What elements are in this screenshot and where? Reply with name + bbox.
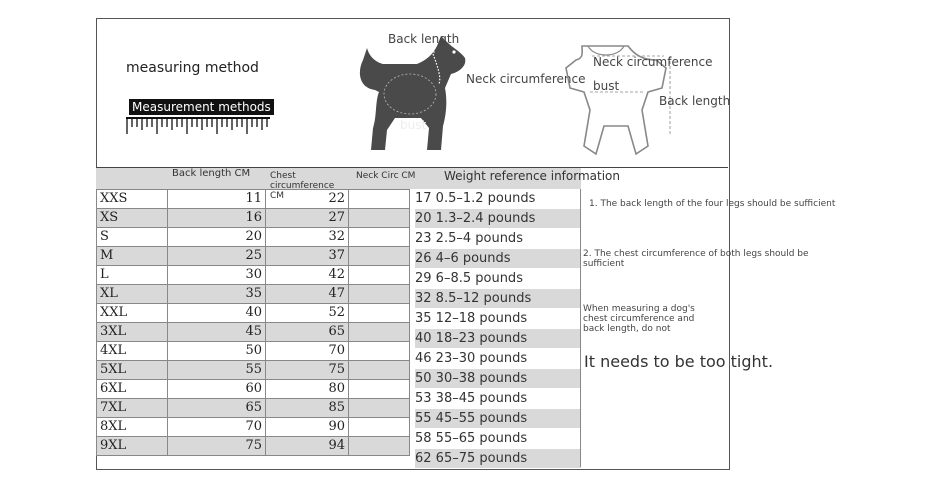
note-2: 2. The chest circumference of both legs should be sufficient [583, 249, 809, 269]
note-3: When measuring a dog's chest circumference and back length, do not [583, 304, 695, 334]
cell-neck [349, 342, 410, 361]
weight-row: 35 12–18 pounds [415, 311, 528, 326]
cell-back: 20 [168, 228, 266, 247]
cell-chest: 37 [266, 247, 349, 266]
table-row [97, 323, 410, 342]
cell-neck [349, 361, 410, 380]
cell-chest: 90 [266, 418, 349, 437]
cell-neck [349, 304, 410, 323]
cell-back: 30 [168, 266, 266, 285]
cell-size: XL [97, 285, 168, 304]
dog-back-length-label: Back length [388, 32, 460, 46]
cell-back: 25 [168, 247, 266, 266]
cell-neck [349, 323, 410, 342]
table-row [97, 247, 410, 266]
table-row [97, 209, 410, 228]
cell-neck [349, 209, 410, 228]
table-row [97, 190, 410, 209]
cell-chest: 47 [266, 285, 349, 304]
table-row [97, 437, 410, 456]
weight-row: 23 2.5–4 pounds [415, 231, 523, 246]
table-row [97, 399, 410, 418]
cell-chest: 80 [266, 380, 349, 399]
cell-back: 65 [168, 399, 266, 418]
cell-neck [349, 399, 410, 418]
cell-size: 7XL [97, 399, 168, 418]
weight-row: 58 55–65 pounds [415, 431, 528, 446]
shirt-back-length-label: Back length [659, 94, 731, 108]
cell-neck [349, 266, 410, 285]
table-row [97, 266, 410, 285]
weight-row: 55 45–55 pounds [415, 409, 581, 428]
cell-size: L [97, 266, 168, 285]
dog-silhouette-icon [355, 32, 475, 157]
cell-back: 40 [168, 304, 266, 323]
page-title: measuring method [126, 60, 259, 76]
table-row [97, 304, 410, 323]
cell-neck [349, 247, 410, 266]
cell-neck [349, 228, 410, 247]
header-back-length: Back length CM [172, 168, 251, 179]
cell-size: 6XL [97, 380, 168, 399]
cell-chest: 65 [266, 323, 349, 342]
weight-row: 62 65–75 pounds [415, 449, 581, 468]
cell-chest: 52 [266, 304, 349, 323]
cell-size: 3XL [97, 323, 168, 342]
cell-size: 5XL [97, 361, 168, 380]
cell-size: M [97, 247, 168, 266]
weight-row: 32 8.5–12 pounds [415, 289, 581, 308]
cell-back: 11 [168, 190, 266, 209]
cell-size: XXS [97, 190, 168, 209]
header-neck: Neck Circ CM [356, 171, 416, 181]
cell-chest: 42 [266, 266, 349, 285]
cell-neck [349, 285, 410, 304]
cell-neck [349, 437, 410, 456]
cell-size: 4XL [97, 342, 168, 361]
cell-back: 45 [168, 323, 266, 342]
weight-row: 50 30–38 pounds [415, 369, 581, 388]
shirt-bust-label: bust [593, 79, 620, 93]
cell-size: 9XL [97, 437, 168, 456]
weight-row: 40 18–23 pounds [415, 329, 581, 348]
weight-row: 29 6–8.5 pounds [415, 271, 523, 286]
dog-neck-label: Neck circumference [466, 72, 586, 86]
cell-size: 8XL [97, 418, 168, 437]
cell-back: 16 [168, 209, 266, 228]
cell-chest: 85 [266, 399, 349, 418]
cell-back: 50 [168, 342, 266, 361]
cell-chest: 22 [266, 190, 349, 209]
table-row [97, 342, 410, 361]
weight-row: 26 4–6 pounds [415, 249, 581, 268]
cell-back: 55 [168, 361, 266, 380]
weight-row: 17 0.5–1.2 pounds [415, 191, 536, 206]
header-chest: Chest circumference CM [270, 171, 335, 201]
measurement-tag: Measurement methods [129, 99, 274, 115]
cell-chest: 94 [266, 437, 349, 456]
cell-size: XS [97, 209, 168, 228]
cell-size: XXL [97, 304, 168, 323]
ruler-icon [124, 116, 272, 136]
table-row [97, 361, 410, 380]
cell-neck [349, 190, 410, 209]
weight-row: 46 23–30 pounds [415, 351, 528, 366]
cell-neck [349, 418, 410, 437]
table-row [97, 418, 410, 437]
table-row [97, 228, 410, 247]
cell-chest: 70 [266, 342, 349, 361]
cell-back: 70 [168, 418, 266, 437]
dog-bust-label: bust [400, 118, 427, 132]
cell-back: 60 [168, 380, 266, 399]
shirt-neck-label: Neck circumference [593, 55, 713, 69]
weight-title: Weight reference information [444, 169, 620, 183]
weight-row: 53 38–45 pounds [415, 391, 528, 406]
note-4: It needs to be too tight. [584, 352, 774, 371]
cell-back: 75 [168, 437, 266, 456]
cell-neck [349, 380, 410, 399]
table-row [97, 285, 410, 304]
cell-back: 35 [168, 285, 266, 304]
size-table [96, 189, 410, 456]
weight-row: 20 1.3–2.4 pounds [415, 209, 581, 228]
table-row [97, 380, 410, 399]
cell-chest: 32 [266, 228, 349, 247]
cell-chest: 27 [266, 209, 349, 228]
note-1: 1. The back length of the four legs should be sufficient [589, 199, 836, 209]
cell-chest: 75 [266, 361, 349, 380]
cell-size: S [97, 228, 168, 247]
